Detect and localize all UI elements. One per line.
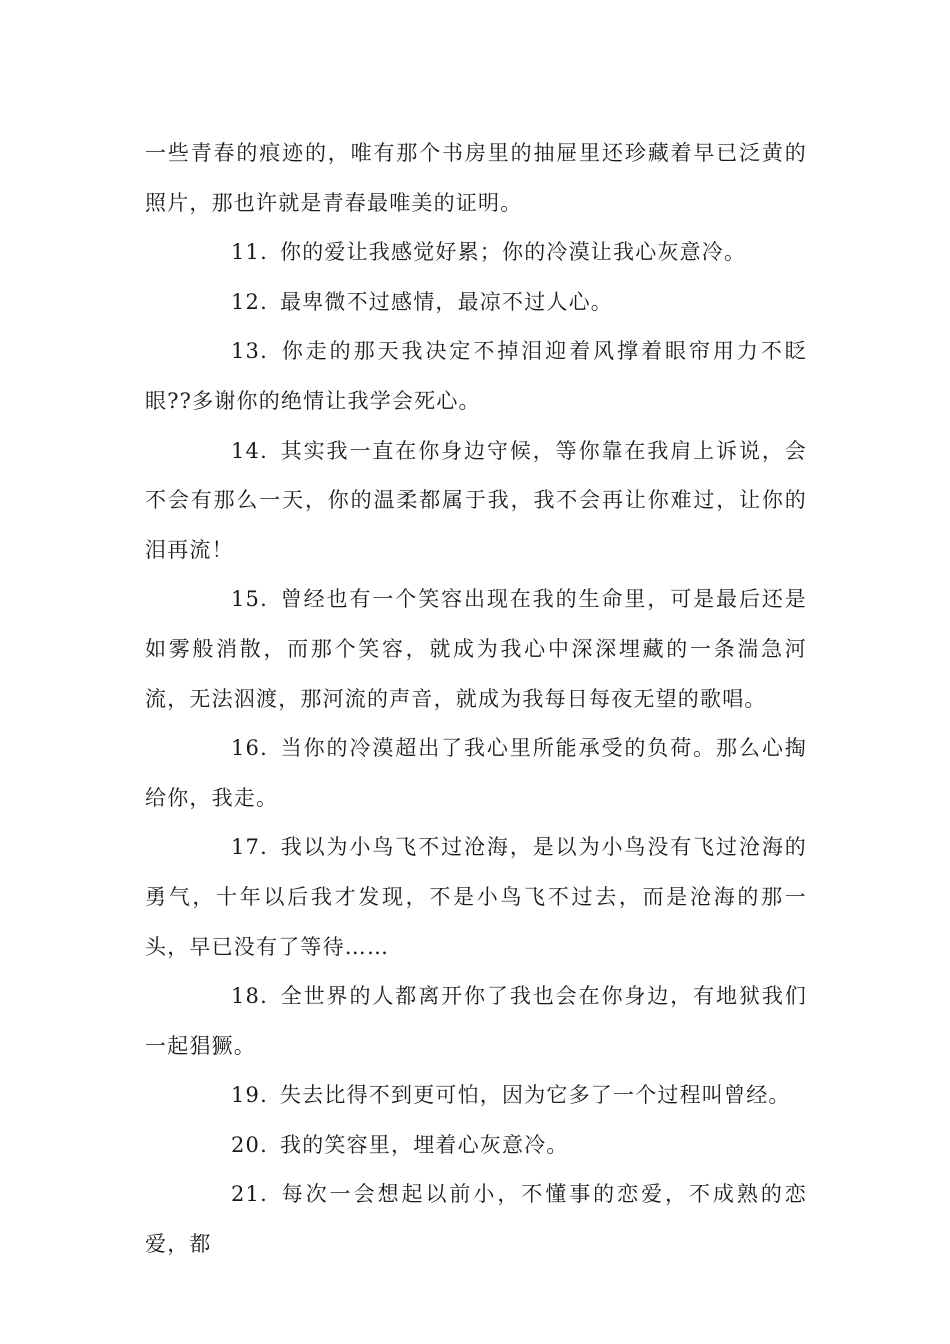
- paragraph-continued: [145, 129, 807, 228]
- list-item-18: [145, 972, 807, 1071]
- list-item-17: [145, 823, 807, 972]
- list-item-14: [145, 427, 807, 576]
- item-number: 21.: [231, 1182, 268, 1207]
- item-number: 11.: [231, 240, 268, 265]
- item-number: 19.: [231, 1083, 268, 1108]
- list-item-11: [145, 228, 807, 278]
- item-text: 曾经也有一个笑容出现在我的生命里，可是最后还是如雾般消散，而那个笑容，就成为我心中深深埋藏的一条湍急河流，无法泅渡，那河流的声音，就成为我每日每夜无望的歌唱。: [145, 587, 807, 711]
- item-text: 每次一会想起以前小，不懂事的恋爱，不成熟的恋爱，都: [145, 1182, 807, 1257]
- item-text: 全世界的人都离开你了我也会在你身边，有地狱我们一起猖獗。: [145, 984, 807, 1058]
- list-item-16: [145, 724, 807, 823]
- text-column: [145, 129, 807, 1270]
- item-text: 失去比得不到更可怕，因为它多了一个过程叫曾经。: [280, 1083, 791, 1108]
- item-text: 你的爱让我感觉好累；你的冷漠让我心灰意冷。: [280, 240, 747, 265]
- item-number: 16.: [231, 736, 268, 761]
- list-item-21: [145, 1170, 807, 1269]
- item-text: 你走的那天我决定不掉泪迎着风撑着眼帘用力不眨眼??多谢你的绝情让我学会死心。: [145, 339, 807, 413]
- list-item-13: [145, 327, 807, 426]
- list-item-12: [145, 278, 807, 328]
- item-number: 12.: [231, 289, 268, 314]
- list-item-19: [145, 1071, 807, 1121]
- item-text: 我的笑容里，埋着心灰意冷。: [280, 1132, 569, 1157]
- list-item-20: [145, 1121, 807, 1171]
- item-number: 15.: [231, 587, 268, 612]
- item-number: 13.: [231, 339, 268, 364]
- item-text: 当你的冷漠超出了我心里所能承受的负荷。那么心掏给你，我走。: [145, 736, 807, 810]
- item-text: 我以为小鸟飞不过沧海，是以为小鸟没有飞过沧海的勇气，十年以后我才发现，不是小鸟飞不过去，而是沧海的那一头，早已没有了等待……: [145, 835, 807, 959]
- item-number: 17.: [231, 835, 268, 860]
- item-number: 20.: [231, 1132, 268, 1157]
- item-text: 其实我一直在你身边守候，等你靠在我肩上诉说，会不会有那么一天，你的温柔都属于我，我不会再让你难过，让你的泪再流！: [145, 438, 807, 562]
- item-number: 18.: [231, 984, 268, 1009]
- item-text: 最卑微不过感情，最凉不过人心。: [280, 289, 613, 314]
- paragraph-text: 一些青春的痕迹的，唯有那个书房里的抽屉里还珍藏着早已泛黄的照片，那也许就是青春最唯美的证明。: [145, 141, 807, 215]
- list-item-15: [145, 575, 807, 724]
- item-number: 14.: [231, 438, 268, 463]
